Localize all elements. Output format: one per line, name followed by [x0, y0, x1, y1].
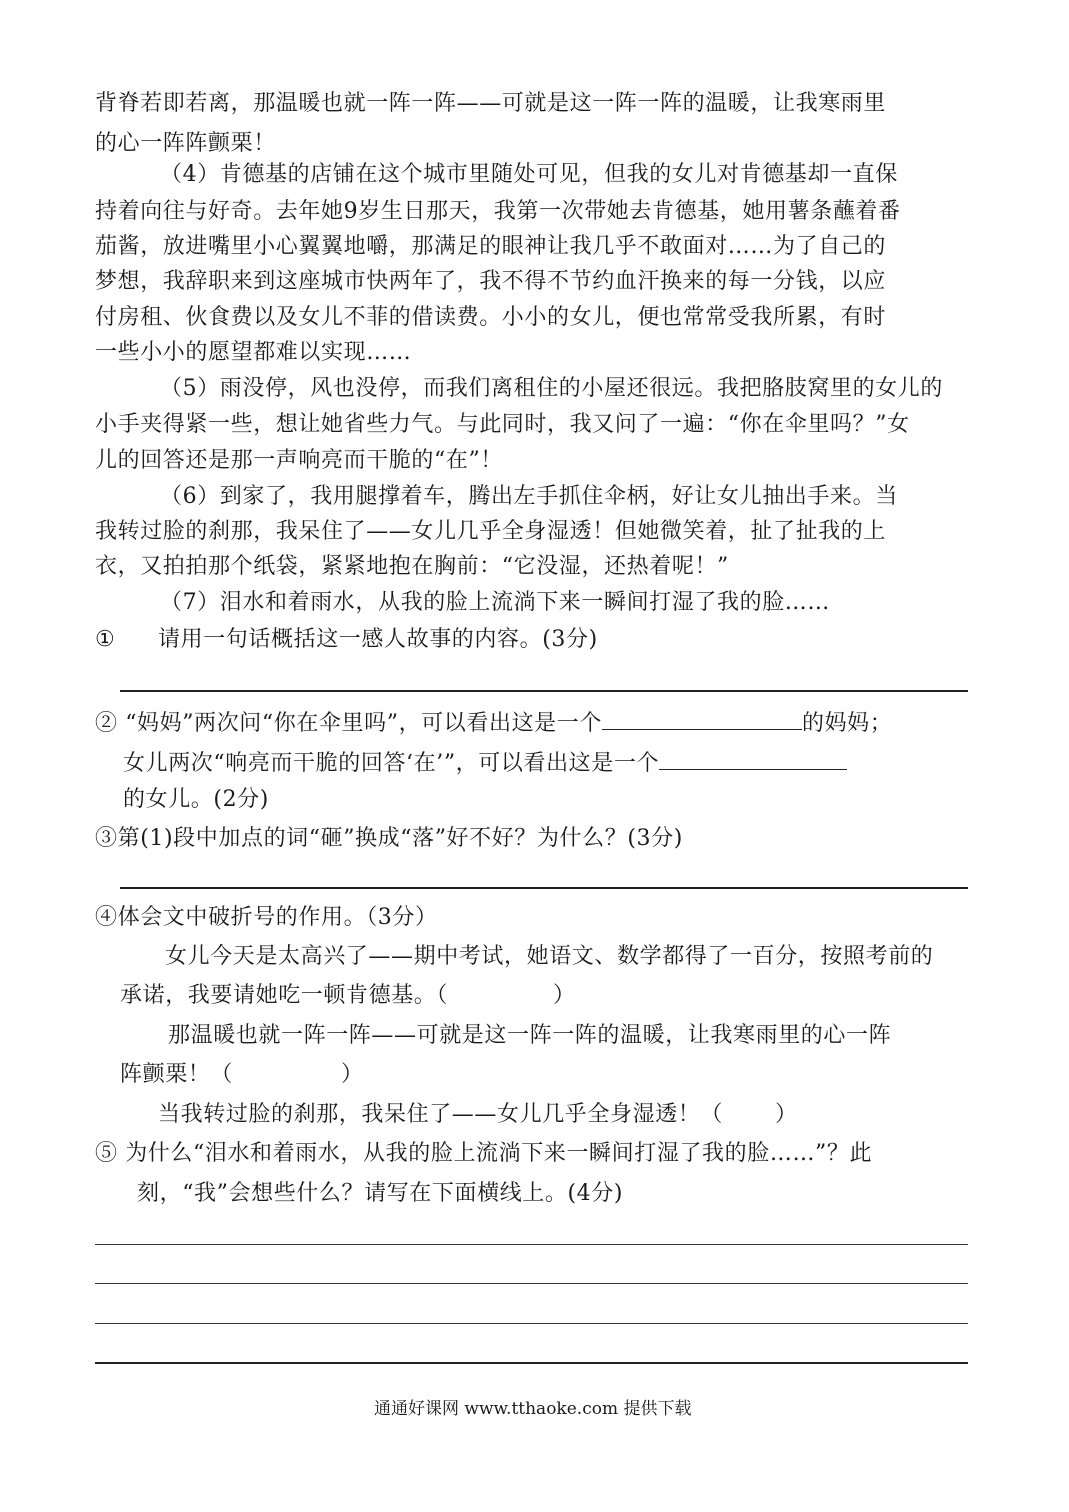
question-1-text: 请用一句话概括这一感人故事的内容。(3分) [158, 627, 598, 652]
question-2-line-2 [123, 745, 847, 779]
question-2-text-a-end: 的妈妈； [801, 711, 893, 736]
passage-line: 持着向往与好奇。去年她9岁生日那天，我第一次带她去肯德基，她用薯条蘸着番 [95, 199, 901, 224]
question-4-sentence-3-text: 当我转过脸的刹那，我呆住了——女儿几乎全身湿透！（ [158, 1102, 724, 1127]
question-5-line-1: ⑤ 为什么“泪水和着雨水，从我的脸上流淌下来一瞬间打湿了我的脸……”？此 [95, 1141, 873, 1166]
question-4-text: ④体会文中破折号的作用。（3分） [95, 905, 438, 930]
question-2-line-3: 的女儿。(2分) [123, 787, 269, 812]
answer-blank-q2-daughter[interactable] [659, 745, 847, 770]
question-4-sentence-2b [120, 1060, 364, 1090]
question-5-line-2: 刻，“我”会想些什么？请写在下面横线上。(4分) [137, 1181, 624, 1206]
passage-line: 付房租、伙食费以及女儿不菲的借读费。小小的女儿，便也常常受我所累，有时 [95, 305, 887, 330]
passage-line: 茄酱，放进嘴里小心翼翼地嚼，那满足的眼神让我几乎不敢面对……为了自己的 [95, 234, 887, 259]
question-2-line-1 [95, 705, 892, 739]
question-3-text: ③第(1)段中加点的词“砸”换成“落”好不好？为什么？(3分) [95, 826, 683, 851]
passage-line: 儿的回答还是那一声响亮而干脆的“在”！ [95, 448, 503, 473]
question-4-sentence-2b-text: 阵颤栗！（ [120, 1062, 234, 1087]
paragraph-6-start: （6）到家了，我用腿撑着车，腾出左手抓住伞柄，好让女儿抽出手来。当 [160, 484, 898, 509]
paragraph-4-start: （4）肯德基的店铺在这个城市里随处可见，但我的女儿对肯德基却一直保 [160, 162, 898, 187]
footer-credit: 通通好课网 www.tthaoke.com 提供下载 [374, 1399, 692, 1419]
question-2-text-b: 女儿两次“响亮而干脆的回答‘在’”，可以看出这是一个 [123, 751, 660, 776]
answer-blank-q2-mother[interactable] [602, 705, 802, 730]
question-4-sentence-1b-text: 承诺，我要请她吃一顿肯德基。（ [120, 983, 449, 1008]
question-4-sentence-1b [120, 981, 576, 1011]
passage-line: 我转过脸的刹那，我呆住了——女儿几乎全身湿透！但她微笑着，扯了扯我的上 [95, 519, 887, 544]
answer-line-q5[interactable] [95, 1283, 968, 1284]
closing-paren: ） [341, 1062, 364, 1087]
passage-line: 背脊若即若离，那温暖也就一阵一阵——可就是这一阵一阵的温暖，让我寒雨里 [95, 91, 887, 116]
question-1-number: ① [95, 627, 116, 652]
answer-line-q3[interactable] [120, 887, 968, 889]
passage-line: 梦想，我辞职来到这座城市快两年了，我不得不节约血汗换来的每一分钱，以应 [95, 269, 887, 294]
closing-paren: ） [553, 983, 576, 1008]
closing-paren: ） [775, 1102, 798, 1127]
answer-line-q1[interactable] [120, 690, 968, 692]
answer-line-q5[interactable] [95, 1323, 968, 1324]
passage-line: 的心一阵阵颤栗！ [95, 131, 276, 156]
question-2-text-a: ② “妈妈”两次问“你在伞里吗”，可以看出这是一个 [95, 711, 602, 736]
question-4-sentence-1a: 女儿今天是太高兴了——期中考试，她语文、数学都得了一百分，按照考前的 [165, 944, 934, 969]
answer-line-q5[interactable] [95, 1362, 968, 1364]
paragraph-7-start: （7）泪水和着雨水，从我的脸上流淌下来一瞬间打湿了我的脸…… [160, 590, 830, 615]
passage-line: 衣，又拍拍那个纸袋，紧紧地抱在胸前：“它没湿，还热着呢！” [95, 554, 729, 579]
passage-line: 小手夹得紧一些，想让她省些力气。与此同时，我又问了一遍：“你在伞里吗？”女 [95, 412, 910, 437]
question-4-sentence-2a: 那温暖也就一阵一阵——可就是这一阵一阵的温暖，让我寒雨里的心一阵 [168, 1023, 892, 1048]
answer-line-q5[interactable] [95, 1244, 968, 1245]
question-4-sentence-3 [158, 1100, 798, 1130]
passage-line: 一些小小的愿望都难以实现…… [95, 340, 412, 365]
paragraph-5-start: （5）雨没停，风也没停，而我们离租住的小屋还很远。我把胳肢窝里的女儿的 [160, 376, 943, 401]
